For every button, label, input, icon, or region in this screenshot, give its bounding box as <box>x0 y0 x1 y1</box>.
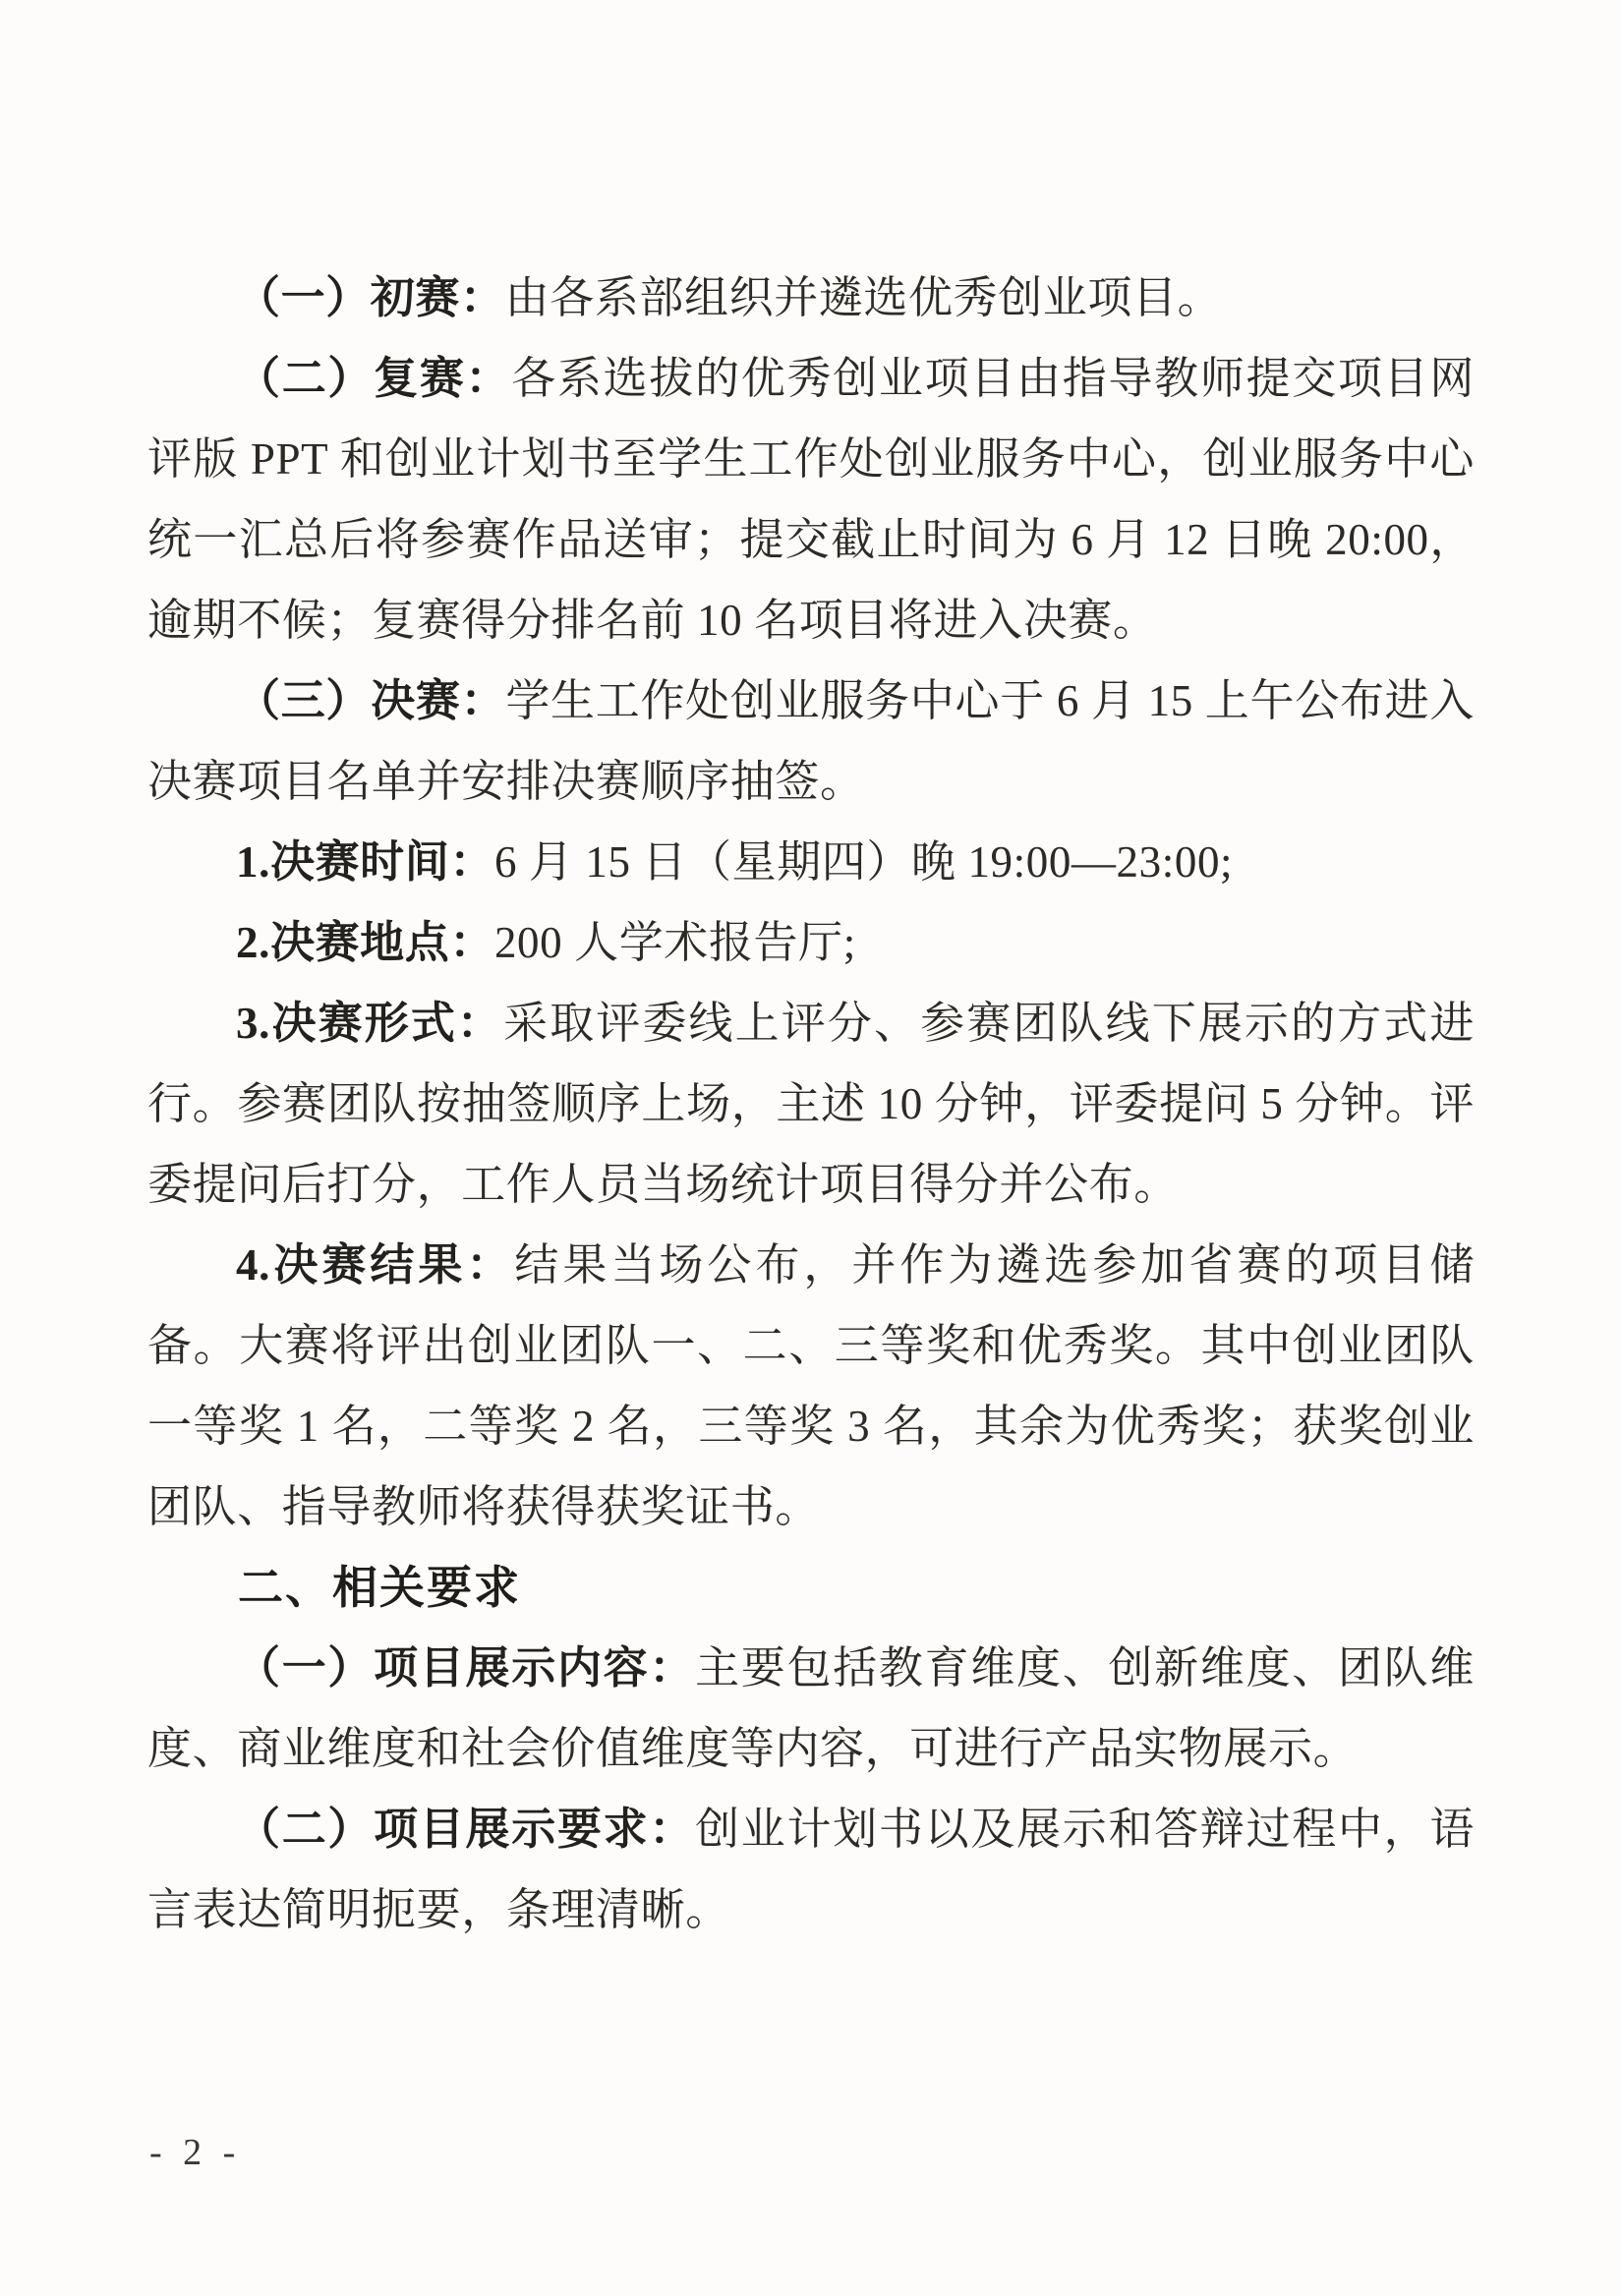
paragraph-text: 学生工作处创业服务中心于 6 月 15 上午公布进入决赛项目名单并安排决赛顺序抽签。 <box>147 676 1475 806</box>
paragraph-text: 各系选拔的优秀创业项目由指导教师提交项目网评版 PPT 和创业计划书至学生工作处创业服务中心，创业服务中心统一汇总后将参赛作品送审；提交截止时间为 6 月 12 日晚 20:00，逾期不候；复赛得分排名前 10 名项目将进入决赛。 <box>147 354 1475 645</box>
paragraph-text: 200 人学术报告厅; <box>493 918 856 967</box>
paragraph-label: 4.决赛结果： <box>236 1240 515 1290</box>
paragraph-label: （一）初赛： <box>236 273 505 322</box>
paragraph-final-venue <box>147 902 1475 983</box>
page-number: - 2 - <box>149 2132 242 2173</box>
section-heading-requirements: 二、相关要求 <box>238 1562 521 1613</box>
paragraph-final-format <box>147 983 1475 1225</box>
paragraph-text: 由各系部组织并遴选优秀创业项目。 <box>504 273 1223 322</box>
paragraph-final-results <box>147 1225 1475 1547</box>
paragraph-final-time <box>147 822 1475 902</box>
paragraph-label: （二）项目展示要求： <box>236 1805 696 1854</box>
paragraph-label: 1.决赛时间： <box>236 837 494 887</box>
paragraph-label: 2.决赛地点： <box>236 918 494 967</box>
paragraph-text: 采取评委线上评分、参赛团队线下展示的方式进行。参赛团队按抽签顺序上场，主述 10 分钟，评委提问 5 分钟。评委提问后打分，工作人员当场统计项目得分并公布。 <box>147 999 1476 1209</box>
paragraph-text: 6 月 15 日（星期四）晚 19:00—23:00; <box>493 837 1234 887</box>
paragraph-semifinal-round <box>147 338 1475 660</box>
document-body <box>147 258 1475 1950</box>
paragraph-preliminary-round <box>147 258 1475 338</box>
paragraph-text: 主要包括教育维度、创新维度、团队维度、商业维度和社会价值维度等内容，可进行产品实物展示。 <box>147 1643 1475 1773</box>
paragraph-label: （二）复赛： <box>236 354 512 403</box>
paragraph-final-round <box>147 660 1475 822</box>
paragraph-label: （一）项目展示内容： <box>236 1643 696 1693</box>
paragraph-text: 创业计划书以及展示和答辩过程中，语言表达简明扼要，条理清晰。 <box>147 1805 1475 1934</box>
paragraph-display-content <box>147 1628 1475 1789</box>
paragraph-label: （三）决赛： <box>236 676 506 725</box>
paragraph-text: 结果当场公布，并作为遴选参加省赛的项目储备。大赛将评出创业团队一、二、三等奖和优秀奖。其中创业团队一等奖 1 名，二等奖 2 名，三等奖 3 名，其余为优秀奖；获奖创业团队、指导教师将获得获奖证书。 <box>147 1240 1475 1531</box>
paragraph-label: 3.决赛形式： <box>236 999 504 1048</box>
paragraph-display-requirements <box>147 1789 1475 1950</box>
